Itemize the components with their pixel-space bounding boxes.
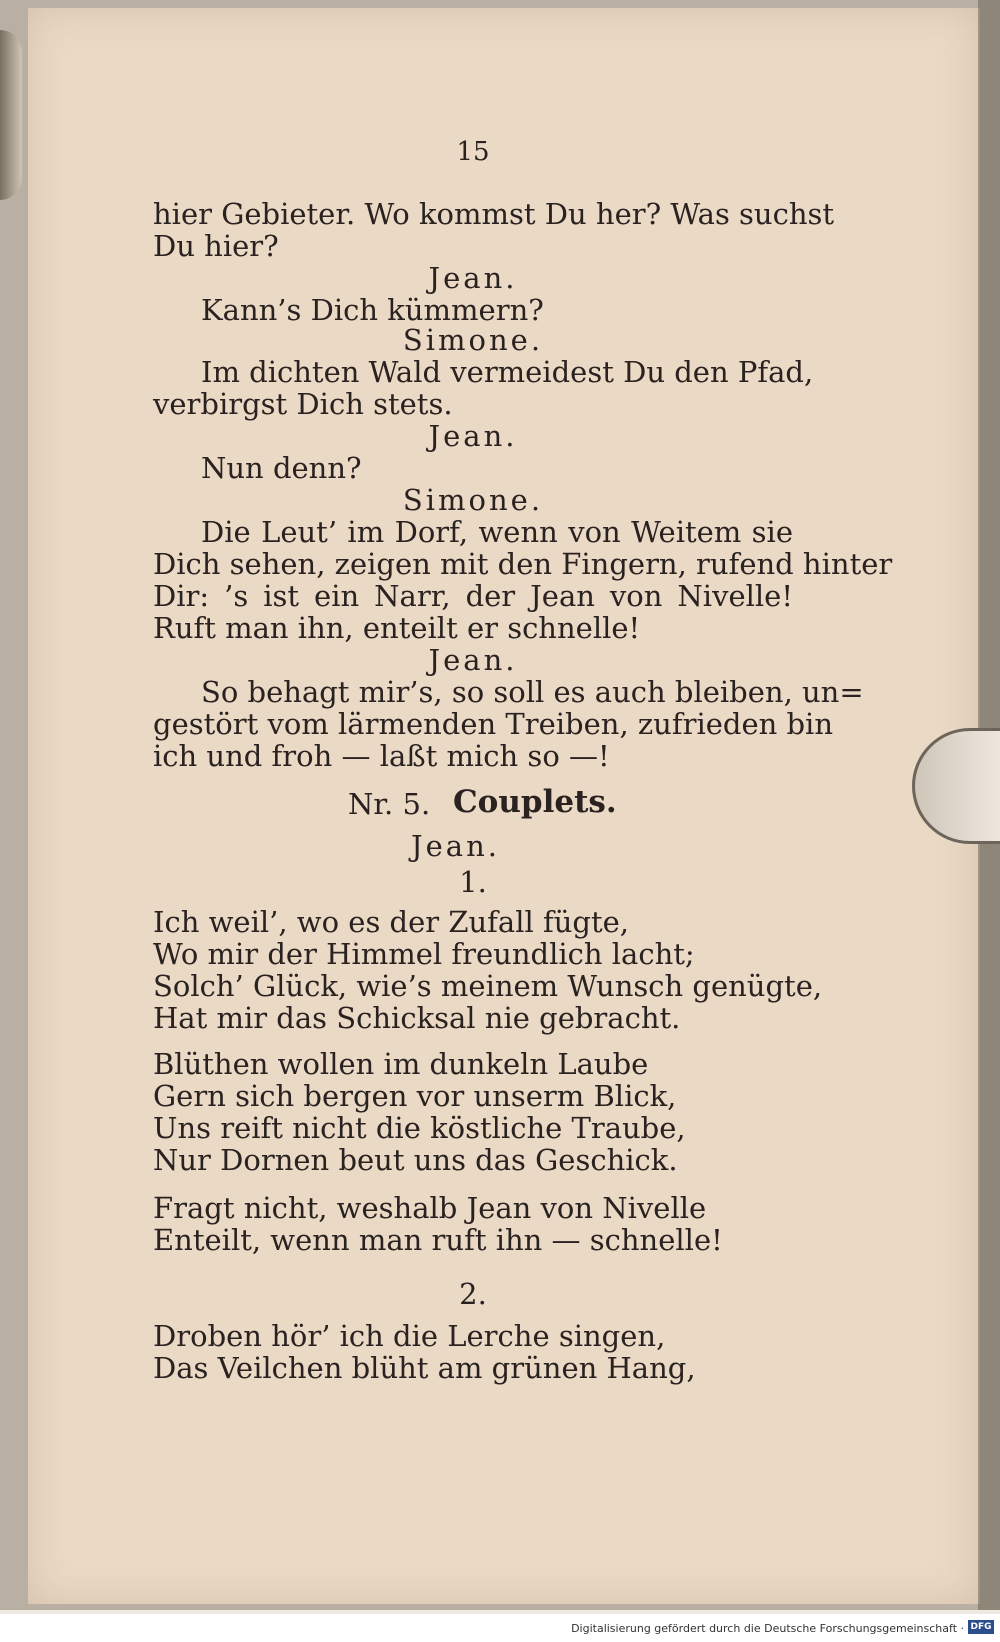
footer-credit: Digitalisierung gefördert durch die Deutsche Forschungsgemeinschaft · xyxy=(571,1622,964,1635)
speaker-name: Jean. xyxy=(411,829,500,863)
speaker-name: Simone. xyxy=(402,323,544,357)
text-line: gestört vom lärmenden Treiben, zufrieden bin xyxy=(153,707,834,741)
verse-number: 1. xyxy=(459,865,487,899)
book-edge xyxy=(0,30,22,200)
page-number: 15 xyxy=(456,137,490,167)
verse-line: Das Veilchen blüht am grünen Hang, xyxy=(153,1351,696,1385)
text-line: Nun denn? xyxy=(201,451,362,485)
verse-line: Wo mir der Himmel freundlich lacht; xyxy=(153,937,695,971)
book-page xyxy=(28,8,980,1604)
dfg-logo: DFG xyxy=(968,1620,994,1634)
verse-line: Solch’ Glück, wie’s meinem Wunsch genügte, xyxy=(153,969,823,1003)
text-line: Ruft man ihn, enteilt er schnelle! xyxy=(153,611,641,645)
verse-line: Gern sich bergen vor unserm Blick, xyxy=(153,1079,677,1113)
footer-bar xyxy=(0,1614,1000,1642)
speaker-name: Jean. xyxy=(428,643,518,677)
verse-line: Hat mir das Schicksal nie gebracht. xyxy=(153,1001,681,1035)
text-line: Kann’s Dich kümmern? xyxy=(201,293,544,327)
verse-line: Enteilt, wenn man ruft ihn — schnelle! xyxy=(153,1223,723,1257)
verse-line: Fragt nicht, weshalb Jean von Nivelle xyxy=(153,1191,707,1225)
text-line: So behagt mir’s, so soll es auch bleiben, un= xyxy=(201,675,864,709)
text-line: Im dichten Wald vermeidest Du den Pfad, xyxy=(201,355,814,389)
speaker-name: Jean. xyxy=(428,419,518,453)
verse-line: Ich weil’, wo es der Zufall fügte, xyxy=(153,905,629,939)
speaker-name: Simone. xyxy=(402,483,544,517)
text-line: hier Gebieter. Wo kommst Du her? Was suchst xyxy=(153,197,835,231)
section-heading: Couplets. xyxy=(453,784,617,820)
verse-line: Uns reift nicht die köstliche Traube, xyxy=(153,1111,686,1145)
verse-line: Nur Dornen beut uns das Geschick. xyxy=(153,1143,678,1177)
verse-line: Blüthen wollen im dunkeln Laube xyxy=(153,1047,649,1081)
text-line: verbirgst Dich stets. xyxy=(153,387,453,421)
text-line: Die Leut’ im Dorf, wenn von Weitem sie xyxy=(201,515,793,549)
text-line: Du hier? xyxy=(153,229,279,263)
text-line: Dich sehen, zeigen mit den Fingern, rufend hinter xyxy=(153,547,893,581)
verse-line: Droben hör’ ich die Lerche singen, xyxy=(153,1319,666,1353)
speaker-name: Jean. xyxy=(428,261,518,295)
text-line: Dir: ’s ist ein Narr, der Jean von Nivelle! xyxy=(153,579,793,613)
number-label: Nr. 5. xyxy=(348,787,431,821)
text-line: ich und froh — laßt mich so —! xyxy=(153,739,610,773)
verse-number: 2. xyxy=(459,1277,487,1311)
